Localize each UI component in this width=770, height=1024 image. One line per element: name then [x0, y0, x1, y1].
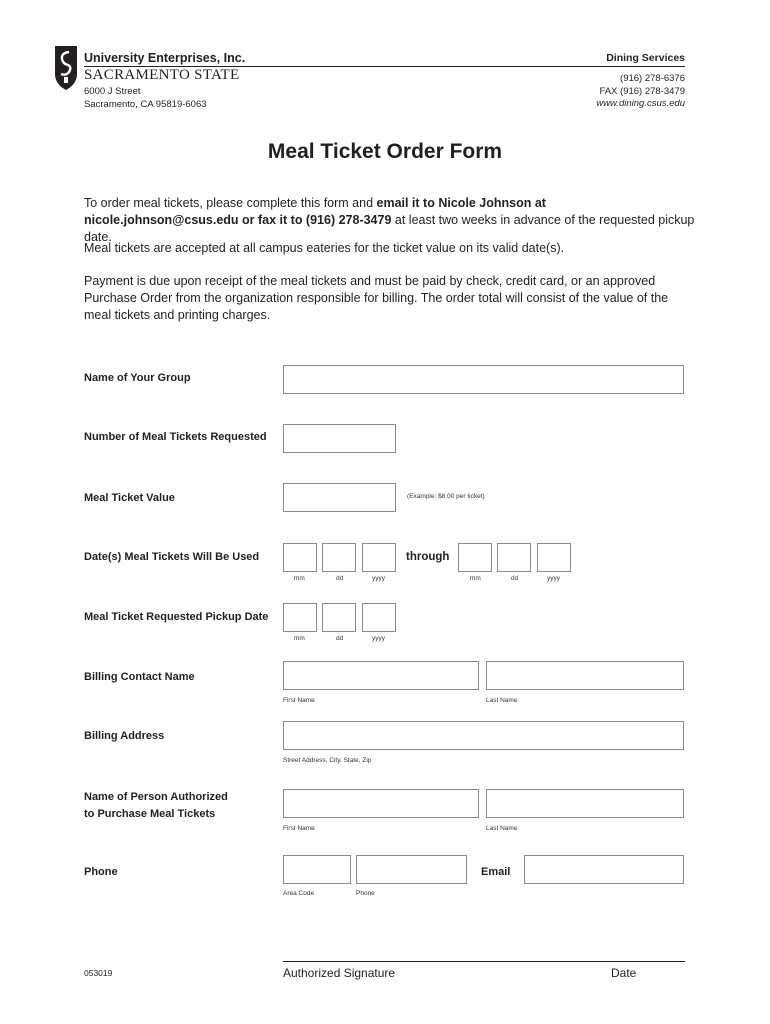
intro-text-a: To order meal tickets, please complete this form and: [84, 196, 377, 210]
signature-line[interactable]: [283, 961, 685, 962]
billing-contact-label: Billing Contact Name: [84, 671, 195, 683]
billing-last-name-sublabel: Last Name: [486, 697, 518, 704]
end-day-field[interactable]: [497, 543, 531, 572]
pickup-date-label: Meal Ticket Requested Pickup Date: [84, 611, 269, 623]
end-dd-sublabel: dd: [511, 575, 519, 582]
email-field[interactable]: [524, 855, 684, 884]
billing-first-name-field[interactable]: [283, 661, 479, 690]
end-year-field[interactable]: [537, 543, 571, 572]
authorized-label-line-2: to Purchase Meal Tickets: [84, 808, 216, 820]
num-tickets-field[interactable]: [283, 424, 396, 453]
intro-text-c: at least two weeks in advance of the requested pickup date.: [84, 213, 695, 244]
billing-address-field[interactable]: [283, 721, 684, 750]
start-mm-sublabel: mm: [294, 575, 305, 582]
start-year-field[interactable]: [362, 543, 396, 572]
ticket-value-field[interactable]: [283, 483, 396, 512]
phone-field[interactable]: [356, 855, 467, 884]
signature-label: Authorized Signature: [283, 966, 396, 980]
end-mm-sublabel: mm: [470, 575, 481, 582]
group-name-label: Name of Your Group: [84, 372, 191, 384]
authorized-last-name-sublabel: Last Name: [486, 825, 518, 832]
email-label: Email: [481, 866, 511, 878]
date-label: Date: [611, 966, 637, 980]
billing-address-sublabel: Street Address, City, State, Zip: [283, 757, 372, 764]
authorized-first-name-field[interactable]: [283, 789, 479, 818]
form-number: 053019: [84, 968, 113, 978]
start-yyyy-sublabel: yyyy: [372, 575, 385, 582]
university-name: SACRAMENTO STATE: [84, 67, 240, 83]
authorized-last-name-field[interactable]: [486, 789, 684, 818]
pickup-dd-sublabel: dd: [336, 635, 344, 642]
pickup-mm-sublabel: mm: [294, 635, 305, 642]
authorized-person-label: [84, 789, 228, 823]
pickup-yyyy-sublabel: yyyy: [372, 635, 385, 642]
pickup-month-field[interactable]: [283, 603, 317, 632]
authorized-first-name-sublabel: First Name: [283, 825, 315, 832]
phone-sublabel: Phone: [356, 890, 375, 897]
through-label: through: [406, 551, 450, 563]
end-yyyy-sublabel: yyyy: [547, 575, 560, 582]
phone-label: Phone: [84, 866, 118, 878]
dates-used-label: Date(s) Meal Tickets Will Be Used: [84, 551, 260, 563]
page-title: Meal Ticket Order Form: [267, 140, 503, 163]
start-dd-sublabel: dd: [336, 575, 344, 582]
billing-first-name-sublabel: First Name: [283, 697, 315, 704]
website-link[interactable]: www.dining.csus.edu: [596, 98, 685, 109]
ticket-value-label: Meal Ticket Value: [84, 492, 175, 504]
end-month-field[interactable]: [458, 543, 492, 572]
intro-paragraph-3: Payment is due upon receipt of the meal tickets and must be paid by check, credit card, or an approved Purchase Order from the organization responsible for billing. The order total will consist of the value of the meal tickets and printing charges.: [84, 274, 669, 322]
fax-number: FAX (916) 278-3479: [599, 85, 685, 97]
address-line-1: 6000 J Street: [84, 86, 141, 97]
num-tickets-label: Number of Meal Tickets Requested: [84, 431, 267, 443]
intro-paragraph-2: Meal tickets are accepted at all campus eateries for the ticket value on its valid date(s).: [84, 241, 565, 255]
start-day-field[interactable]: [322, 543, 356, 572]
organization-name: University Enterprises, Inc.: [84, 51, 246, 65]
contact-info: [596, 73, 685, 111]
phone-number: (916) 278-6376: [620, 73, 685, 84]
start-month-field[interactable]: [283, 543, 317, 572]
ticket-value-hint: (Example: $8.00 per ticket): [407, 493, 485, 500]
area-code-field[interactable]: [283, 855, 351, 884]
mailing-address: [84, 86, 207, 111]
sacramento-state-logo: [52, 44, 80, 92]
intro-paragraph-1: [84, 195, 699, 246]
billing-address-label: Billing Address: [84, 730, 165, 742]
department-name: Dining Services: [606, 52, 685, 64]
authorized-label-line-1: Name of Person Authorized: [84, 791, 228, 803]
address-line-2: Sacramento, CA 95819-6063: [84, 98, 207, 110]
pickup-day-field[interactable]: [322, 603, 356, 632]
group-name-field[interactable]: [283, 365, 684, 394]
area-code-sublabel: Area Code: [283, 890, 315, 897]
pickup-year-field[interactable]: [362, 603, 396, 632]
billing-last-name-field[interactable]: [486, 661, 684, 690]
intro-email-instruction: email it to Nicole Johnson at nicole.johnson@csus.edu or fax it to (916) 278-3479: [84, 196, 546, 227]
